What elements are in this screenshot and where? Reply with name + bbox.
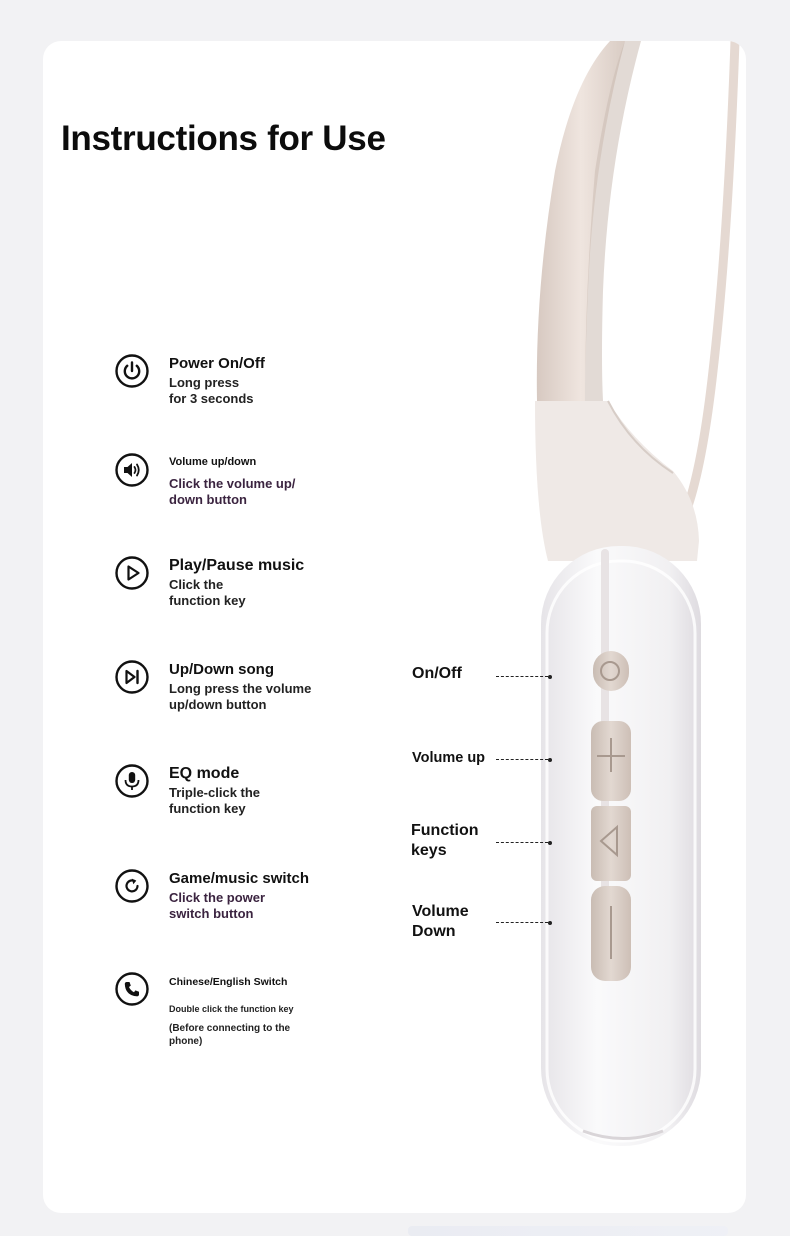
page-title: Instructions for Use: [61, 119, 386, 158]
callout-volume-down: Volume Down: [412, 903, 469, 940]
feature-title: Up/Down song: [169, 661, 274, 678]
feature-title: EQ mode: [169, 765, 240, 782]
leader-line: [496, 842, 548, 843]
callout-on-off: On/Off: [412, 665, 462, 682]
leader-dot: [548, 758, 552, 762]
feature-desc: Click the power switch button: [169, 890, 266, 921]
feature-title: Chinese/English Switch: [169, 976, 288, 988]
feature-desc: Long press for 3 seconds: [169, 375, 254, 406]
feature-desc: Double click the function key: [169, 1004, 294, 1014]
leader-dot: [548, 921, 552, 925]
power-icon: [115, 354, 149, 388]
feature-title: Volume up/down: [169, 456, 257, 468]
leader-line: [496, 759, 548, 760]
feature-title: Play/Pause music: [169, 557, 305, 574]
skip-icon: [115, 660, 149, 694]
microphone-icon: [115, 764, 149, 798]
leader-dot: [548, 675, 552, 679]
feature-title: Game/music switch: [169, 870, 310, 887]
instructions-card: [43, 41, 746, 1213]
feature-title: Power On/Off: [169, 355, 265, 372]
feature-desc: Click the function key: [169, 577, 246, 608]
refresh-icon: [115, 869, 149, 903]
volume-icon: [115, 453, 149, 487]
play-icon: [115, 556, 149, 590]
feature-desc: Long press the volume up/down button: [169, 681, 312, 712]
feature-desc: Triple-click the function key: [169, 785, 261, 816]
phone-icon: [115, 972, 149, 1006]
feature-desc: Click the volume up/ down button: [169, 476, 296, 507]
leader-line: [496, 676, 548, 677]
feature-note: (Before connecting to the phone): [169, 1023, 291, 1047]
leader-dot: [548, 841, 552, 845]
watermark-strip: [408, 1226, 728, 1236]
neckband-device-illustration: [513, 41, 746, 1213]
callout-volume-up: Volume up: [412, 750, 486, 766]
callout-function-keys: Function keys: [411, 822, 479, 859]
leader-line: [496, 922, 548, 923]
